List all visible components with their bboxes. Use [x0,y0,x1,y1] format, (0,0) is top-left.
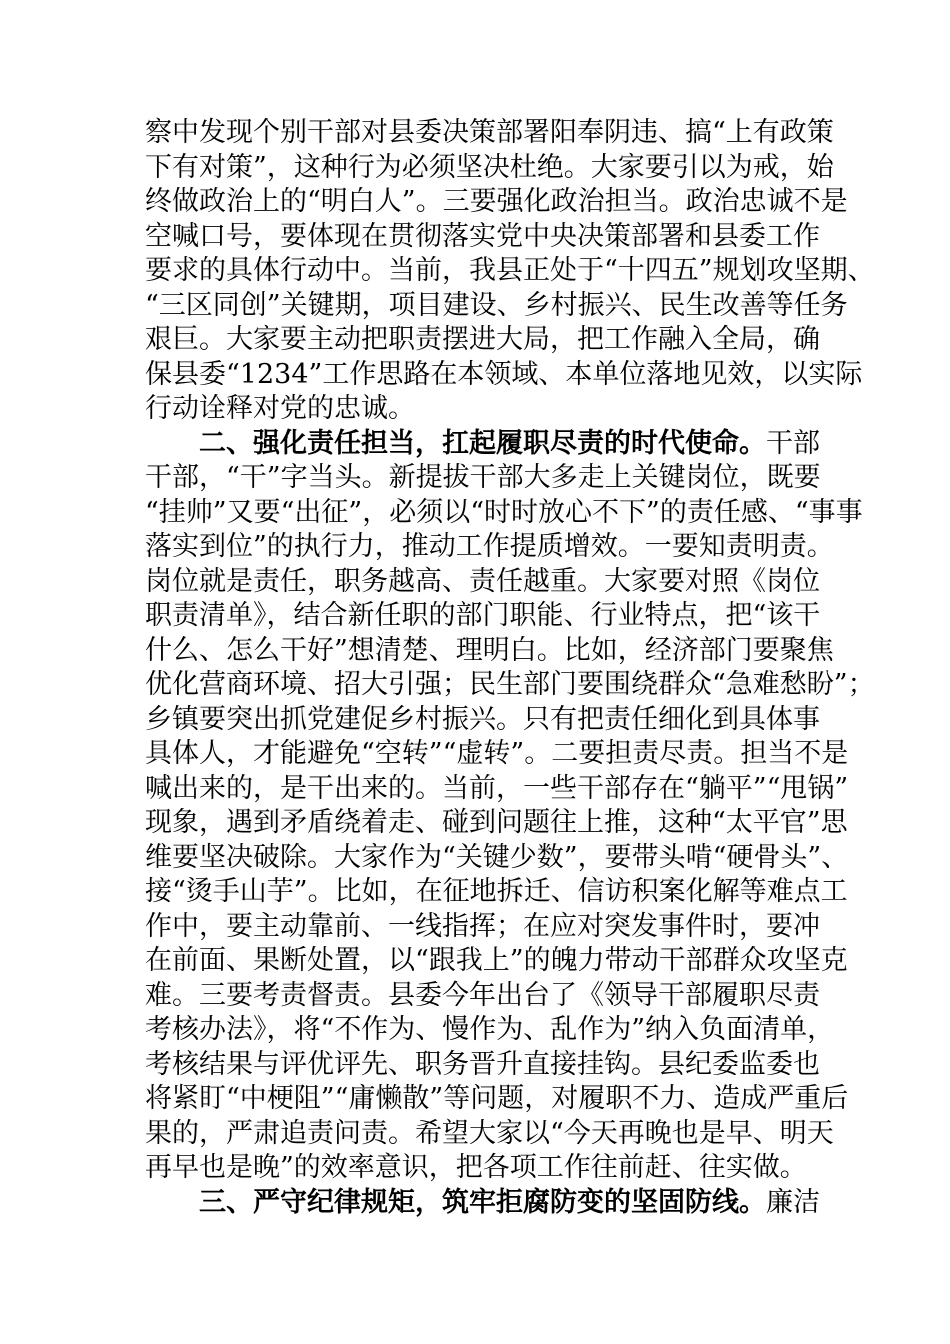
text-line: 落实到位”的执行力，推动工作提质增效。一要知责明责。 [145,531,834,562]
text-line: “三区同创”关键期，项目建设、乡村振兴、民生改善等任务 [145,289,848,321]
text-line: 终做政治上的“明白人”。三要强化政治担当。政治忠诚不是 [145,186,848,217]
text-line: 下有对策”，这种行为必须坚决杜绝。大家要引以为戒，始 [145,151,834,183]
text-line: 艰巨。大家要主动把职责摆进大局，把工作融入全局，确 [145,324,820,355]
section-heading-line [145,1186,820,1221]
text-line: 考核办法》，将“不作为、慢作为、乱作为”纳入负面清单， [145,1014,835,1045]
text-line: 干部，“干”字当头。新提拔干部大多走上关键岗位，既要 [145,462,821,493]
text-line: 喊出来的，是干出来的。当前，一些干部存在“躺平”“甩锅” [145,772,849,804]
text-line: 难。三要考责督责。县委今年出台了《领导干部履职尽责 [145,979,820,1011]
document-body [145,116,875,1220]
text-line: “挂帅”又要“出征”，必须以“时时放心不下”的责任感、“事事 [145,496,863,528]
text-line: 职责清单》，结合新任职的部门职能、行业特点，把“该干 [145,600,821,631]
section-heading-line [145,427,820,462]
text-line: 维要坚决破除。大家作为“关键少数”，要带头啃“硬骨头”、 [145,841,849,873]
text-line: 作中，要主动靠前、一线指挥；在应对突发事件时，要冲 [145,910,820,942]
text-line: 岗位就是责任，职务越高、责任越重。大家要对照《岗位 [145,565,820,597]
text-line: 在前面、果断处置，以“跟我上”的魄力带动干部群众攻坚克 [145,945,848,976]
text-line: 具体人，才能避免“空转”“虚转”。二要担责尽责。担当不是 [145,738,849,769]
text-line: 果的，严肃追责问责。希望大家以“今天再晚也是早、明天 [145,1117,834,1149]
text-line: 现象，遇到矛盾绕着走、碰到问题往上推，这种“太平官”思 [145,807,848,838]
text-line: 保县委“1234”工作思路在本领域、本单位落地见效，以实际 [145,358,863,390]
text-line: 考核结果与评优评先、职务晋升直接挂钩。县纪委监委也 [145,1048,820,1080]
text-line: 行动诠释对党的忠诚。 [145,393,415,424]
text-line: 将紧盯“中梗阻”“庸懒散”等问题，对履职不力、造成严重后 [145,1083,849,1114]
section-heading: 三、严守纪律规矩，筑牢拒腐防变的坚固防线。 [199,1186,766,1218]
text-line: 乡镇要突出抓党建促乡村振兴。只有把责任细化到具体事 [145,703,820,735]
text-line: 再早也是晚”的效率意识，把各项工作往前赶、往实做。 [145,1152,807,1183]
text-line: 察中发现个别干部对县委决策部署阳奉阴违、搞“上有政策 [145,117,834,148]
text-line: 什么、怎么干好”想清楚、理明白。比如，经济部门要聚焦 [145,634,834,666]
section-heading: 二、强化责任担当，扛起履职尽责的时代使命。 [199,427,766,459]
text-fragment: 干部 [766,427,820,459]
text-line: 要求的具体行动中。当前，我县正处于“十四五”规划攻坚期、 [145,255,875,286]
text-line: 优化营商环境、招大引强；民生部门要围绕群众“急难愁盼”； [145,669,875,700]
text-line: 空喊口号，要体现在贯彻落实党中央决策部署和县委工作 [145,220,820,252]
text-fragment: 廉洁 [766,1186,820,1218]
text-line: 接“烫手山芋”。比如，在征地拆迁、信访积案化解等难点工 [145,876,848,907]
